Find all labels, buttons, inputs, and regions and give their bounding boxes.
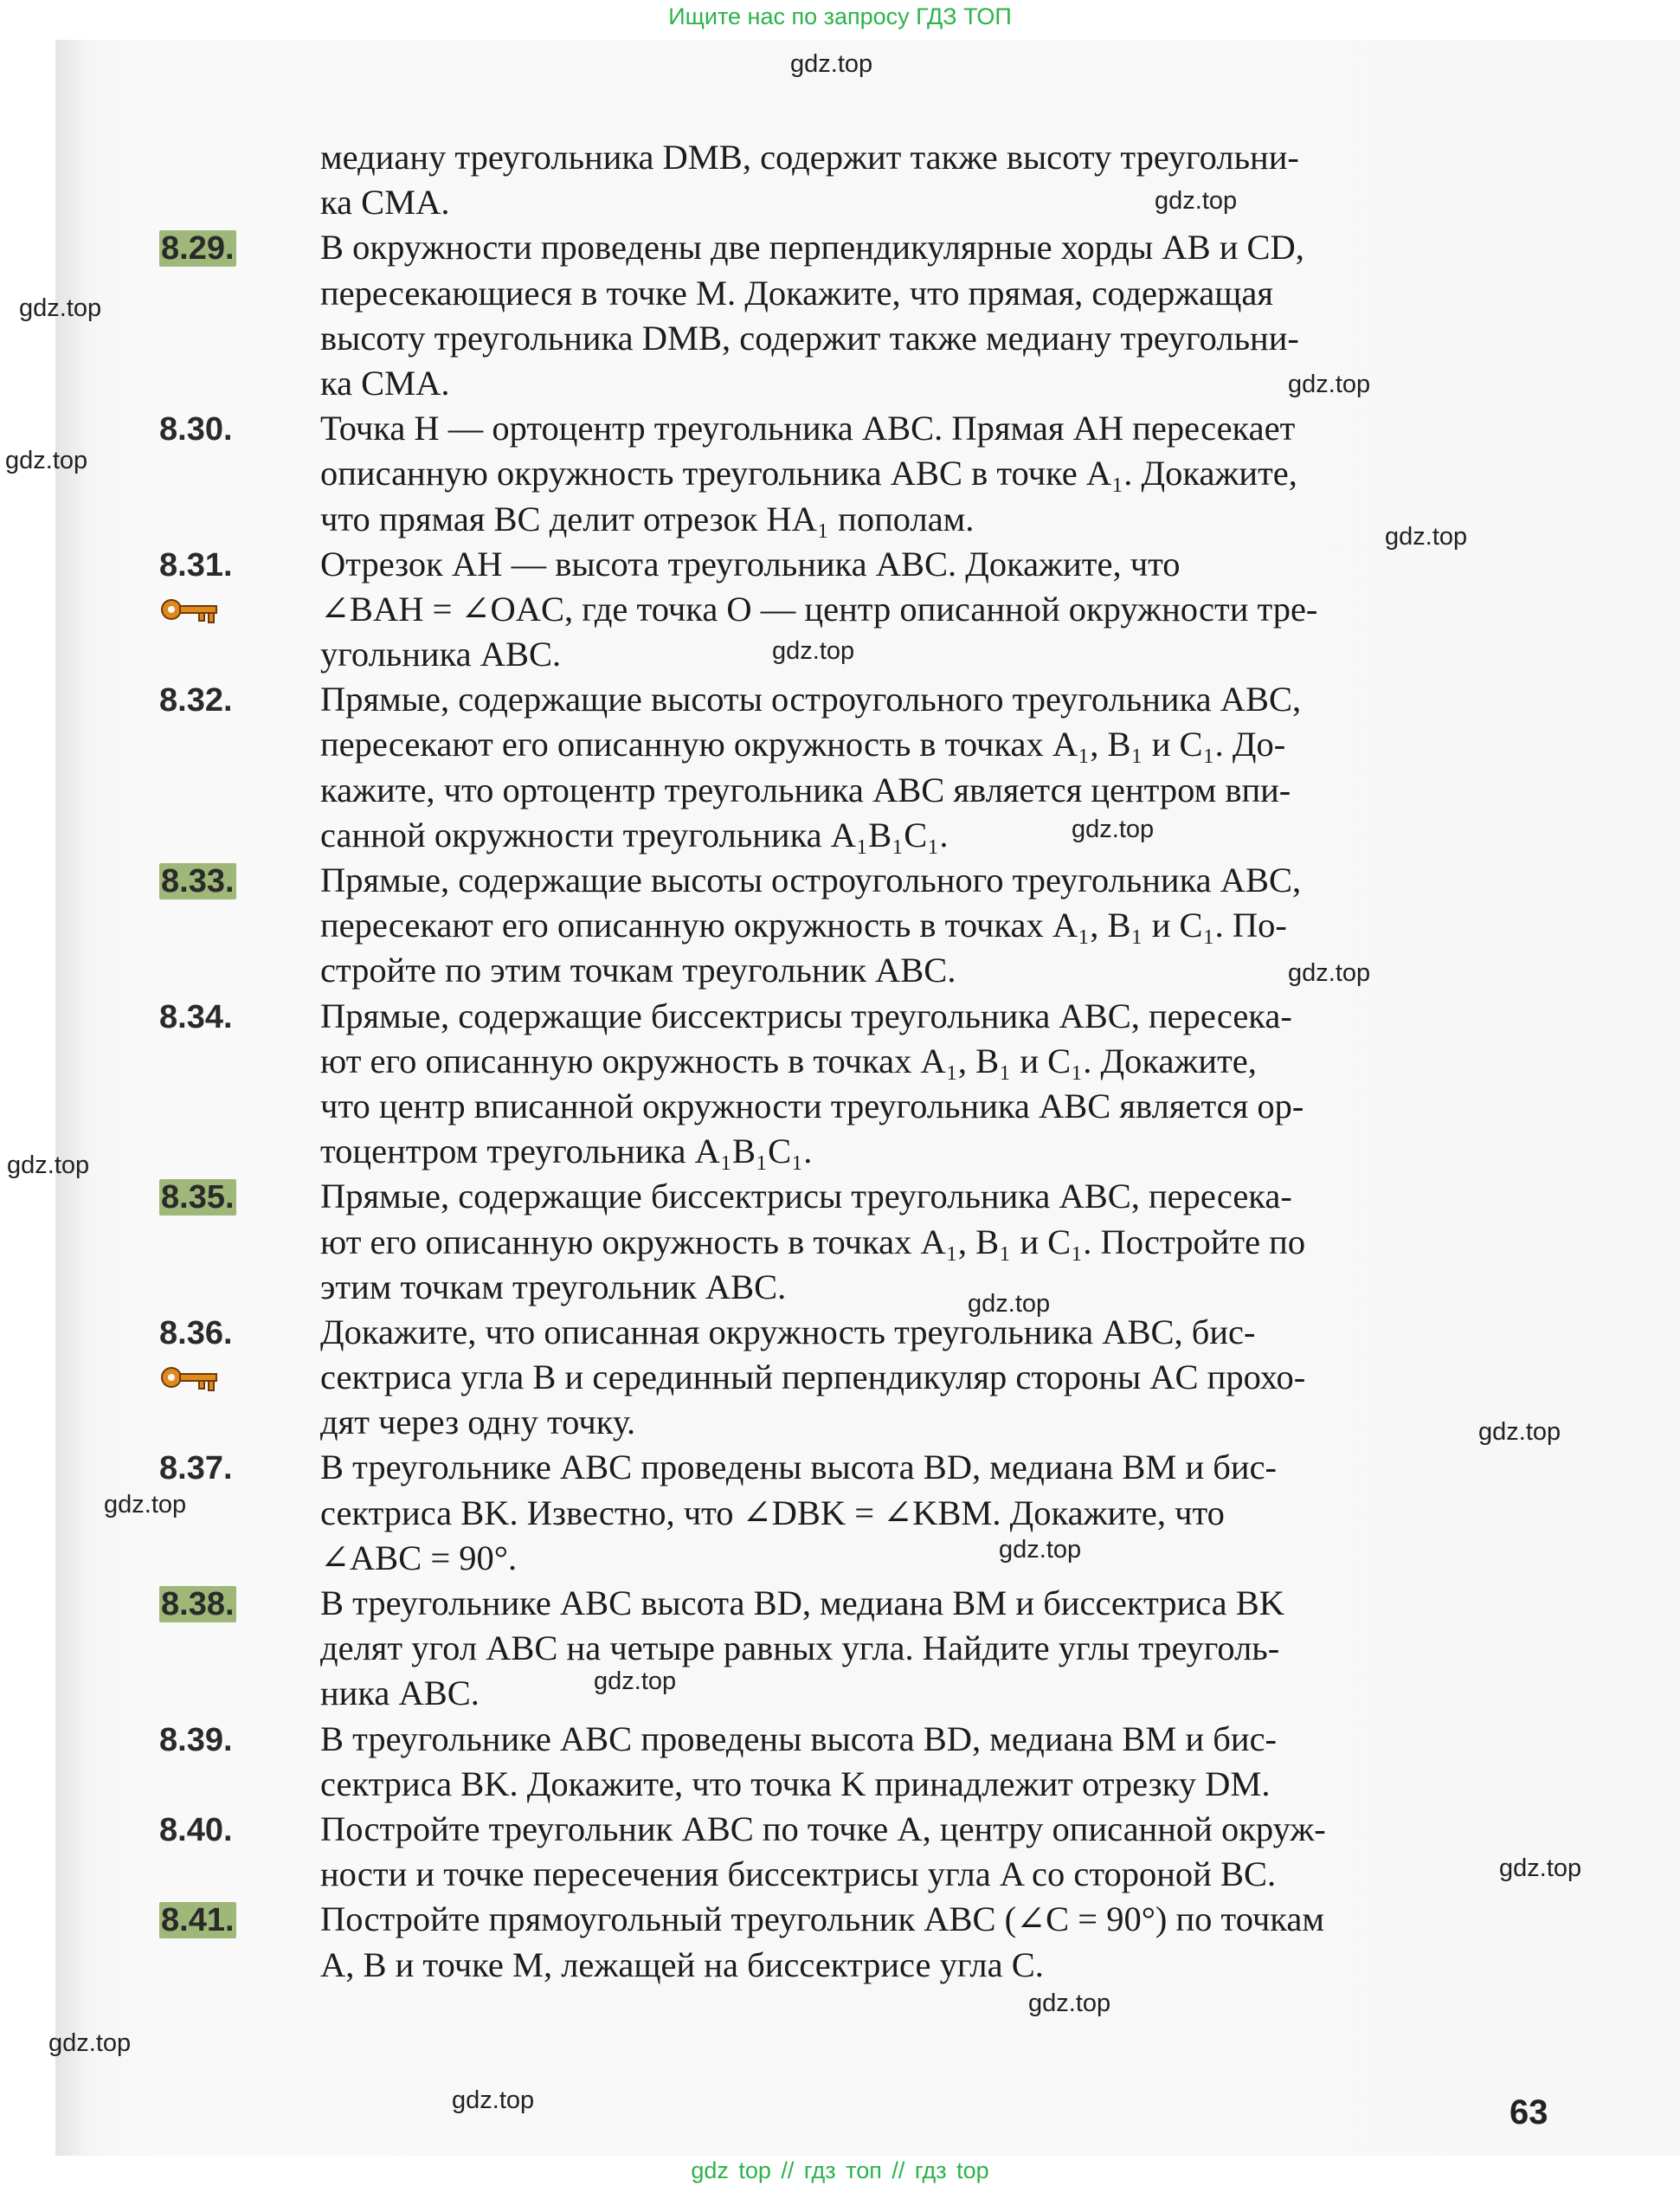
problem-line — [159, 677, 1579, 722]
page-number: 63 — [1509, 2093, 1548, 2131]
problem-line — [159, 1717, 1579, 1762]
problem-number-label: 8.30. — [159, 411, 233, 448]
problem-item — [159, 1807, 1582, 1897]
problem-line — [159, 406, 1579, 451]
problem-text: В треугольнике ABC высота BD, медиана BM и биссектриса BK — [320, 1583, 1284, 1622]
problem-text: Постройте прямоугольный треугольник ABC (∠C = 90°) по точкам — [320, 1899, 1324, 1939]
watermark: gdz.top — [968, 1290, 1051, 1318]
problem-line — [159, 271, 1579, 316]
problem-item — [159, 1581, 1579, 1717]
problem-line — [159, 1220, 1579, 1265]
problem-line — [159, 316, 1579, 361]
problem-line — [159, 497, 1579, 542]
textbook-page — [55, 40, 1680, 2156]
problem-item — [159, 1717, 1579, 1807]
problem-text: Точка H — ортоцентр треугольника ABC. Прямая AH пересекает — [320, 409, 1296, 448]
problem-number-label: 8.41. — [161, 1902, 235, 1939]
problem-number — [159, 995, 320, 1040]
problem-number-label: 8.40. — [159, 1811, 233, 1848]
problem-number — [159, 1898, 320, 1943]
problem-text: В треугольнике ABC проведены высота BD, медиана BM и бис- — [320, 1448, 1278, 1487]
problem-number — [159, 1311, 320, 1356]
problem-text: медиану треугольника DMB, содержит также высоту треугольни- — [320, 138, 1299, 177]
problem-text: делят угол ABC на четыре равных угла. Найдите углы треуголь- — [320, 1628, 1280, 1668]
problem-text: ют его описанную окружность в точках A₁, B₁ и C₁. Постройте по — [320, 1222, 1306, 1261]
problem-number — [159, 859, 320, 904]
problem-number-label: 8.33. — [161, 863, 235, 900]
problem-text: этим точкам треугольник ABC. — [320, 1267, 787, 1306]
problem-text: В окружности проведены две перпендикулярные хорды AB и CD, — [320, 228, 1304, 268]
problem-continuation — [159, 135, 1579, 225]
problem-text: стройте по этим точкам треугольник ABC. — [320, 951, 956, 990]
problem-line — [159, 1400, 1579, 1445]
watermark: gdz.top — [1499, 1854, 1582, 1882]
problem-line — [159, 1581, 1579, 1626]
watermark: gdz.top — [1028, 1989, 1111, 2017]
problem-line — [159, 135, 1579, 180]
watermark: gdz.top — [1072, 816, 1155, 843]
problem-line — [159, 1491, 1579, 1536]
problem-line — [159, 1762, 1579, 1807]
problem-text: Отрезок AH — высота треугольника ABC. Докажите, что — [320, 544, 1181, 584]
problem-line — [159, 1265, 1579, 1310]
problem-line — [159, 1897, 1579, 1942]
problem-item — [159, 994, 1579, 1175]
problem-text: сектриса BK. Известно, что ∠DBK = ∠KBM. Докажите, что — [320, 1493, 1225, 1532]
problem-number-label: 8.29. — [161, 230, 235, 268]
problem-number-label: 8.39. — [159, 1721, 233, 1758]
watermark: gdz.top — [999, 1536, 1082, 1564]
problem-line — [159, 813, 1579, 858]
problem-text: сектриса угла B и серединный перпендикуляр стороны AC прохо- — [320, 1357, 1306, 1397]
problem-text: ∠BAH = ∠OAC, где точка O — центр описанной окружности тре- — [320, 589, 1318, 629]
problem-number — [159, 1175, 320, 1220]
problem-line — [159, 768, 1579, 813]
problem-text: описанную окружность треугольника ABC в точке A₁. Докажите, — [320, 454, 1297, 493]
problem-line — [159, 1445, 1579, 1490]
problem-text: Прямые, содержащие высоты остроугольного треугольника ABC, — [320, 861, 1302, 900]
key-icon — [159, 1363, 220, 1392]
problem-line — [159, 1084, 1579, 1129]
problem-text: пересекают его описанную окружность в точках A₁, B₁ и C₁. По- — [320, 906, 1287, 945]
watermark: gdz.top — [1385, 523, 1468, 551]
problem-line — [159, 587, 1579, 632]
key-icon — [159, 595, 220, 624]
problem-line — [159, 542, 1579, 587]
problem-number — [159, 1718, 320, 1763]
problem-text: санной окружности треугольника A₁B₁C₁. — [320, 815, 949, 854]
watermark: gdz.top — [1288, 371, 1371, 398]
problem-line — [159, 1536, 1579, 1581]
problem-item — [159, 1174, 1579, 1310]
problem-text: пересекающиеся в точке M. Докажите, что прямая, содержащая — [320, 273, 1274, 313]
problem-line — [159, 1174, 1579, 1219]
problem-line — [159, 1807, 1579, 1852]
problem-line — [159, 1626, 1579, 1671]
watermark: gdz.top — [452, 2086, 535, 2114]
problem-text: Прямые, содержащие высоты остроугольного треугольника ABC, — [320, 680, 1302, 719]
problem-text: Докажите, что описанная окружность треугольника ABC, бис- — [320, 1312, 1256, 1351]
problem-line — [159, 1310, 1579, 1355]
problem-number — [159, 407, 320, 452]
problem-item — [159, 1897, 1579, 1987]
problem-text: ника ABC. — [320, 1673, 480, 1713]
problem-text: В треугольнике ABC проведены высота BD, медиана BM и бис- — [320, 1719, 1278, 1758]
watermark: gdz.top — [772, 637, 855, 665]
problem-number — [159, 1446, 320, 1491]
problem-line — [159, 1039, 1579, 1084]
watermark: gdz.top — [19, 294, 102, 322]
problem-line — [159, 1671, 1579, 1716]
problem-number-label: 8.31. — [159, 546, 233, 584]
watermark: gdz.top — [1478, 1418, 1561, 1446]
problem-text: Прямые, содержащие биссектрисы треугольника ABC, пересека- — [320, 1177, 1292, 1216]
problem-text: сектриса BK. Докажите, что точка K принадлежит отрезку DM. — [320, 1764, 1271, 1803]
problem-number-label: 8.36. — [159, 1314, 233, 1351]
problem-number — [159, 1582, 320, 1627]
problem-text: что прямая BC делит отрезок HA₁ пополам. — [320, 499, 975, 538]
problem-number-label: 8.34. — [159, 998, 233, 1035]
problem-number-label: 8.38. — [161, 1586, 235, 1622]
watermark: gdz.top — [594, 1667, 677, 1695]
watermark: gdz.top — [48, 2029, 132, 2057]
problem-item — [159, 406, 1579, 542]
problem-line — [159, 903, 1579, 948]
problem-number — [159, 543, 320, 588]
problem-list — [159, 135, 1582, 1988]
watermark: gdz.top — [1288, 959, 1371, 987]
problem-line — [159, 1943, 1579, 1988]
problem-text: Постройте треугольник ABC по точке A, центру описанной окруж- — [320, 1809, 1326, 1848]
problem-line — [159, 1355, 1579, 1400]
watermark: gdz.top — [1155, 187, 1238, 215]
watermark: gdz.top — [5, 447, 88, 474]
problem-text: пересекают его описанную окружность в точках A₁, B₁ и C₁. До- — [320, 725, 1286, 764]
problem-line — [159, 1852, 1582, 1897]
problem-line — [159, 451, 1579, 496]
problem-number — [159, 226, 320, 271]
problem-text: ют его описанную окружность в точках A₁, B₁ и C₁. Докажите, — [320, 1041, 1257, 1080]
problem-number — [159, 678, 320, 723]
watermark: gdz.top — [7, 1151, 90, 1179]
problem-text: ка CMA. — [320, 183, 450, 222]
top-banner-link[interactable]: Ищите нас по запросу ГДЗ ТОП — [668, 3, 1012, 29]
problem-item — [159, 677, 1579, 858]
problem-item — [159, 542, 1579, 678]
problem-item — [159, 1445, 1579, 1581]
problem-text: высоту треугольника DMB, содержит также медиану треугольни- — [320, 318, 1299, 358]
problem-text: Прямые, содержащие биссектрисы треугольника ABC, пересека- — [320, 996, 1292, 1035]
problem-line — [159, 858, 1579, 903]
problem-line — [159, 1129, 1579, 1174]
problem-number-label: 8.37. — [159, 1450, 233, 1487]
problem-number-label: 8.35. — [161, 1179, 235, 1216]
problem-text: угольника ABC. — [320, 635, 562, 674]
problem-line — [159, 994, 1579, 1039]
problem-text: что центр вписанной окружности треугольника ABC является ор- — [320, 1086, 1304, 1125]
problem-line — [159, 225, 1579, 270]
footer-banner: gdz top // гдз топ // гдз top — [691, 2157, 989, 2183]
problem-text: ности и точке пересечения биссектрисы угла A со стороной BC. — [320, 1854, 1277, 1894]
problem-text: тоцентром треугольника A₁B₁C₁. — [320, 1132, 813, 1171]
problem-text: кажите, что ортоцентр треугольника ABC является центром впи- — [320, 770, 1291, 809]
problem-line — [159, 722, 1579, 767]
problem-text: A, B и точке M, лежащей на биссектрисе угла C. — [320, 1944, 1044, 1984]
problem-line — [159, 632, 1579, 677]
problem-text: дят через одну точку. — [320, 1403, 636, 1442]
problem-number-label: 8.32. — [159, 682, 233, 719]
problem-line — [159, 180, 1579, 225]
problem-number — [159, 1808, 320, 1853]
problem-text: ка CMA. — [320, 363, 450, 403]
watermark: gdz.top — [104, 1491, 187, 1519]
problem-text: ∠ABC = 90°. — [320, 1538, 518, 1577]
watermark: gdz.top — [790, 50, 873, 78]
problem-item — [159, 1310, 1579, 1446]
